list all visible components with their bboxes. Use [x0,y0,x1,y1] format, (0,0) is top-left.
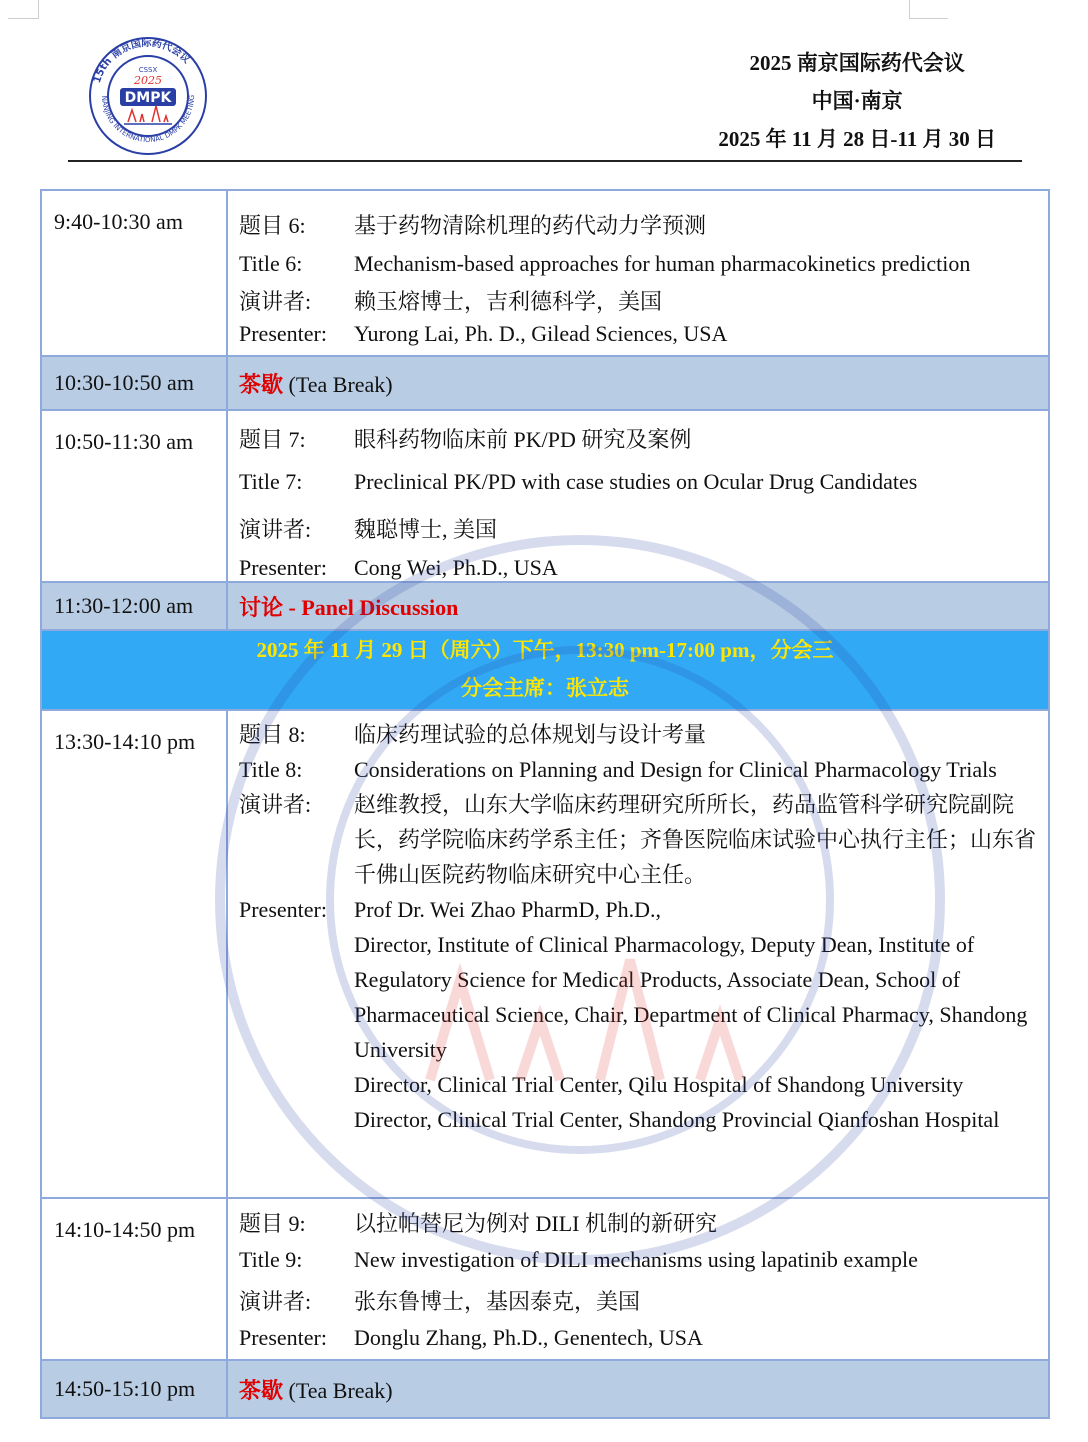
session-date-line: 2025 年 11 月 29 日（周六）下午，13:30 pm-17:00 pm，分会三 [256,638,834,662]
title-en: New investigation of DILI mechanisms using lapatinib example [354,1247,918,1272]
presenter-en [354,892,1038,1137]
title-cn: 临床药理试验的总体规划与设计考量 [354,722,707,747]
session-banner [41,630,1049,710]
discussion-row [41,582,1049,630]
title-cn: 基于药物清除机理的药代动力学预测 [354,213,707,238]
presenter-en: Cong Wei, Ph.D., USA [354,555,558,580]
header-title: 2025 南京国际药代会议 [749,51,965,75]
presenter-en-affiliation: Director, Clinical Trial Center, Qilu Hospital of Shandong University [354,1072,964,1097]
title-cn-label: 题目 8: [239,722,306,747]
title-en-label: Title 6: [239,251,303,276]
time-cell: 9:40-10:30 am [41,190,227,356]
break-cell [227,1360,1049,1418]
presenter-en-name: Prof Dr. Wei Zhao PharmD, Ph.D., [354,897,662,922]
time-cell: 13:30-14:10 pm [41,710,227,1198]
presenter-en-label: Presenter: [239,1325,327,1350]
document-header [718,44,996,158]
schedule-table [40,189,1050,1419]
logo-main: DMPK [124,90,172,106]
schedule-row [41,710,1049,1198]
talk-cell [227,190,1049,356]
title-cn-label: 题目 7: [239,427,306,452]
presenter-en: Yurong Lai, Ph. D., Gilead Sciences, USA [354,321,728,346]
break-en: (Tea Break) [288,371,393,397]
logo-ring-cn: 15th 南京国际药代会议 [91,37,192,85]
talk-cell [227,1198,1049,1360]
session-banner-row [41,630,1049,710]
break-row [41,1360,1049,1418]
title-cn-label: 题目 6: [239,213,306,238]
time-cell: 10:30-10:50 am [41,356,227,410]
time-cell: 14:50-15:10 pm [41,1360,227,1418]
presenter-en-label: Presenter: [239,321,327,346]
time-cell: 11:30-12:00 am [41,582,227,630]
logo-center-top: CSSX [138,66,158,74]
presenter-cn: 赖玉熔博士，吉利德科学，美国 [354,289,663,314]
presenter-cn-label: 演讲者: [239,289,312,314]
header-divider [68,160,1022,162]
title-cn: 眼科药物临床前 PK/PD 研究及案例 [354,427,692,452]
header-dates: 2025 年 11 月 28 日-11 月 30 日 [718,127,996,151]
presenter-cn-label: 演讲者: [239,517,312,542]
title-en-label: Title 7: [239,469,303,494]
title-en: Preclinical PK/PD with case studies on Ocular Drug Candidates [354,469,918,494]
break-row [41,356,1049,410]
presenter-en-label: Presenter: [239,897,327,922]
conference-logo [80,34,216,156]
presenter-cn-label: 演讲者: [239,792,312,817]
break-cn: 茶歇 [239,371,284,397]
schedule-row [41,410,1049,582]
discussion-text: 讨论 - Panel Discussion [227,582,1049,630]
talk-cell [227,410,1049,582]
presenter-en-label: Presenter: [239,555,327,580]
time-cell: 10:50-11:30 am [41,410,227,582]
title-en-label: Title 9: [239,1247,303,1272]
logo-year: 2025 [134,74,162,87]
title-cn-label: 题目 9: [239,1211,306,1236]
presenter-cn-label: 演讲者: [239,1289,312,1314]
break-en: (Tea Break) [288,1377,393,1403]
title-en: Considerations on Planning and Design for Clinical Pharmacology Trials [354,757,997,782]
title-en-label: Title 8: [239,757,303,782]
title-cn: 以拉帕替尼为例对 DILI 机制的新研究 [354,1211,717,1236]
presenter-en-affiliation: Director, Institute of Clinical Pharmacology, Deputy Dean, Institute of Regulatory Science for Medical Products, Associate Dean, School of Pharmaceutical Science, Chair, Department of Clinical Pharmacy, Shandong University [354,932,1028,1062]
break-cn: 茶歇 [239,1377,284,1403]
crop-mark-right [909,0,948,19]
talk-cell [227,710,1049,1198]
break-cell [227,356,1049,410]
presenter-en-affiliation: Director, Clinical Trial Center, Shandong Provincial Qianfoshan Hospital [354,1107,1000,1132]
session-chair-line: 分会主席：张立志 [461,676,629,700]
crop-mark-left [8,0,39,19]
time-cell: 14:10-14:50 pm [41,1198,227,1360]
presenter-cn: 张东鲁博士，基因泰克，美国 [354,1289,641,1314]
title-en: Mechanism-based approaches for human pharmacokinetics prediction [354,251,971,276]
schedule-row [41,190,1049,356]
presenter-cn: 赵维教授，山东大学临床药理研究所所长，药品监管科学研究院副院长，药学院临床药学系主任；齐鲁医院临床试验中心执行主任；山东省千佛山医院药物临床研究中心主任。 [354,792,1037,887]
presenter-cn: 魏聪博士, 美国 [354,517,498,542]
schedule-row [41,1198,1049,1360]
header-location: 中国·南京 [811,89,903,113]
presenter-en: Donglu Zhang, Ph.D., Genentech, USA [354,1325,703,1350]
logo-ring-en: NANJING INTERNATIONAL DMPK MEETING [99,94,197,145]
